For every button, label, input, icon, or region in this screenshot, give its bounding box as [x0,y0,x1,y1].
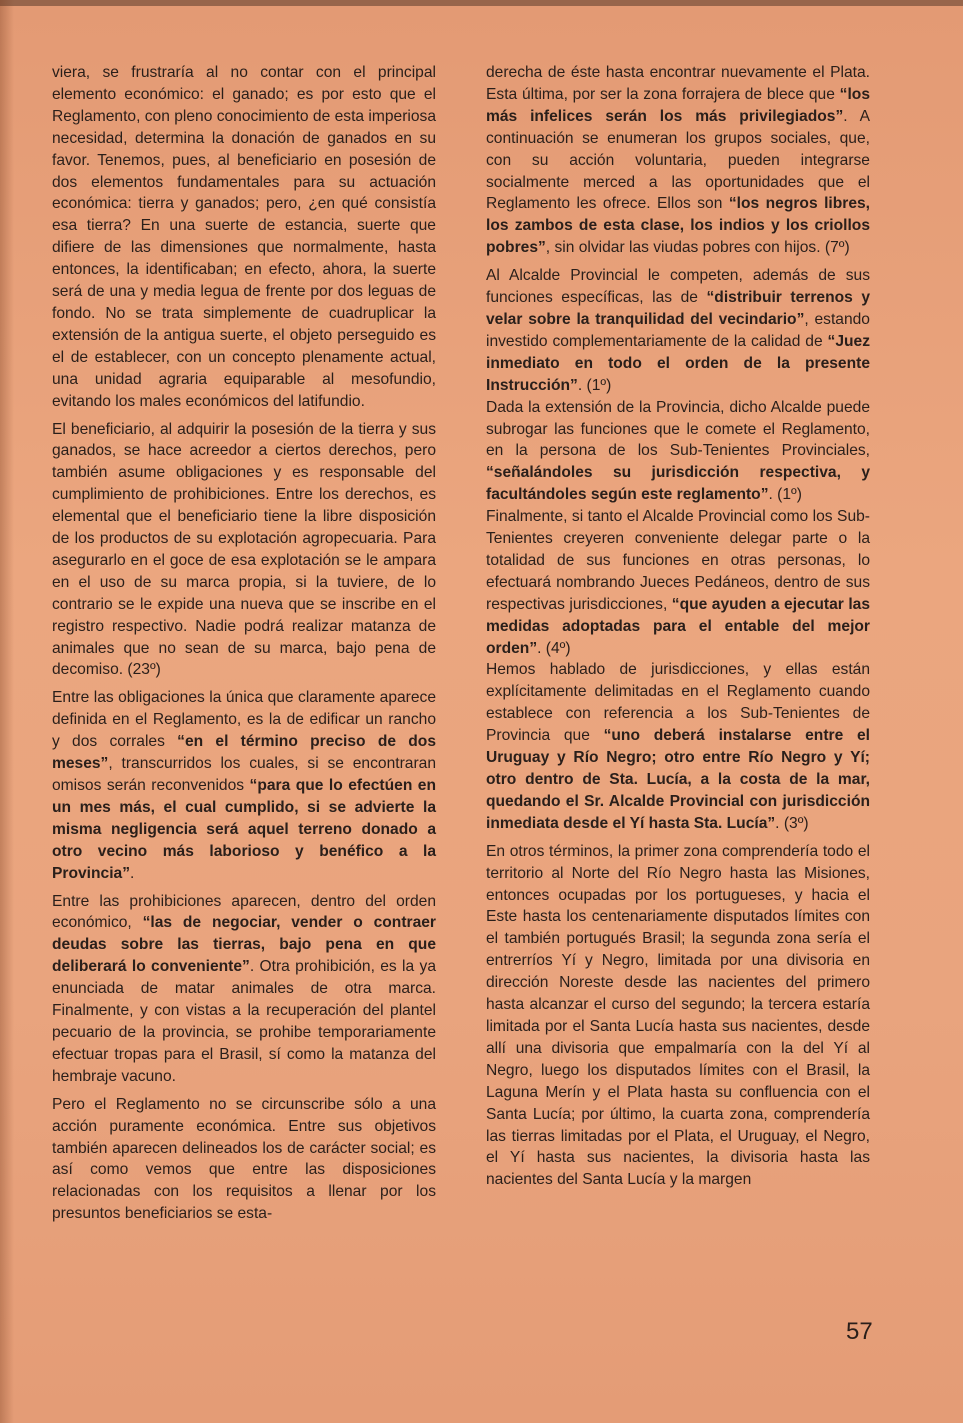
paragraph: Entre las prohibiciones aparecen, dentro del orden económico, “las de negociar, vender o contraer deudas sobre las tierras, bajo pena en que deliberará lo conveniente”. Otra prohibición, es la ya enunciada de matar animales de otra marca. Finalmente, y con vistas a la recuperación del plantel pecuario de la provincia, se prohibe temporariamente efectuar tropas para el Brasil, sí como la matanza del hembraje vacuno. [52,892,436,1085]
page-top-edge [0,0,963,6]
page-number: 57 [846,1318,873,1345]
paragraph: viera, se frustraría al no contar con el principal elemento económico: el ganado; es por esto que el Reglamento, con pleno conocimiento de esta imperiosa necesidad, determina la donación de ganados en su favor. Tenemos, pues, al beneficiario en posesión de dos elementos fundamentales para su actuación económica: tierra y ganados; pero, ¿en qué consistía esa tierra? En una suerte de estancia, suerte que difiere de las dimensiones que normalmente, hasta entonces, la identificaban; en efecto, ahora, la suerte será de una y media legua de frente por dos leguas de fondo. No se trata simplemente de cuadruplicar la extensión de la antigua suerte, el objeto perseguido es el de establecer, con un concepto plenamente actual, una unidad agraria equiparable al mesofundio, evitando los males económicos del latifundio. [52,64,437,410]
paragraph: derecha de éste hasta encontrar nuevamente el Plata. Esta última, por ser la zona forrajera de blece que “los más infelices serán los más privilegiados”. A continuación se enumeran los grupos sociales, que, con su acción voluntaria, pueden integrarse socialmente merced a las oportunidades que el Reglamento les ofrece. Ellos son “los negros libres, los zambos de esta clase, los indios y los criollos pobres”, sin olvidar las viudas pobres con hijos. (7º) [486,64,870,257]
paragraph: En otros términos, la primer zona comprendería todo el territorio al Norte del Río Negro hasta las Misiones, entonces ocupadas por los portugueses, y hacia el Este hasta los centenariamente disputados límites con el también portugués Brasil; la segunda zona sería el entrerríos Yí y Negro, limitada por una divisoria en dirección Noreste desde las nacientes del primero hasta alcanzar el curso del segundo; la tercera estaría limitada por el Santa Lucía hasta sus nacientes, desde allí una divisoria que empalmaría con la del Yí al Negro, luego los disputados límites con el Brasil, la Laguna Merín y el Plata hasta su confluencia con el Santa Lucía; por último, la cuarta zona, comprendería las tierras limitadas por el Plata, el Uruguay, el Negro, el Yí hasta sus nacientes, la divisoria hasta las nacientes del Santa Lucía y la margen [486,842,870,1189]
paragraph: Dada la extensión de la Provincia, dicho Alcalde puede subrogar las funciones que le comete el Reglamento, en la persona de los Sub-Tenientes Provinciales, “señalándoles su jurisdicción respectiva, y facultándoles según este reglamento”. (1º) [486,398,870,504]
right-column [486,62,870,1197]
left-column [52,62,436,1231]
paragraph: El beneficiario, al adquirir la posesión de la tierra y sus ganados, se hace acreedor a ciertos derechos, pero también asume obligaciones y es responsable del cumplimiento de prohibiciones. Entre los derechos, es elemental que el beneficiario tiene la libre disposición de los productos de su explotación agropecuaria. Para asegurarlo en el goce de esa explotación se le ampara en el uso de su marca propia, si la tuviere, de lo contrario se le expide una nueva que se inscribe en el registro respectivo. Nadie podrá realizar matanza de animales que no sean de su marca, bajo pena de decomiso. (23º) [52,420,436,679]
paragraph: Al Alcalde Provincial le competen, además de sus funciones específicas, las de “distribuir terrenos y velar sobre la tranquilidad del vecindario”, estando investido complementariamente de la calidad de “Juez inmediato en todo el orden de la presente Instrucción”. (1º) [486,267,871,394]
page-left-shadow [0,0,14,1423]
paragraph: Entre las obligaciones la única que claramente aparece definida en el Reglamento, es la de edificar un rancho y dos corrales “en el término preciso de dos meses”, transcurridos los cuales, si se encontraran omisos serán reconvenidos “para que lo efectúen en un mes más, el cual cumplido, si se advierte la misma negligencia será aquel terreno donado a otro vecino más laborioso y benéfico a la Provincia”. [52,689,437,882]
paragraph: Finalmente, si tanto el Alcalde Provincial como los Sub-Tenientes creyeren conveniente delegar parte o la totalidad de sus funciones en otras personas, lo efectuará nombrando Jueces Pedáneos, dentro de sus respectivas jurisdicciones, “que ayuden a ejecutar las medidas adoptadas para el entable del mejor orden”. (4º) [486,508,870,657]
paragraph: Pero el Reglamento no se circunscribe sólo a una acción puramente económica. Entre sus objetivos también aparecen delineados los de carácter social; es así como vemos que entre las disposiciones relacionadas con los requisitos a llenar por los presuntos beneficiarios se esta- [52,1095,436,1223]
paragraph: Hemos hablado de jurisdicciones, y ellas están explícitamente delimitadas en el Reglamento cuando establece con referencia a los Sub-Tenientes de Provincia que “uno deberá instalarse entre el Uruguay y Río Negro; otro entre Río Negro y Yí; otro dentro de Sta. Lucía, a la costa de la mar, quedando el Sr. Alcalde Provincial con jurisdicción inmediata desde el Yí hasta Sta. Lucía”. (3º) [486,661,870,832]
